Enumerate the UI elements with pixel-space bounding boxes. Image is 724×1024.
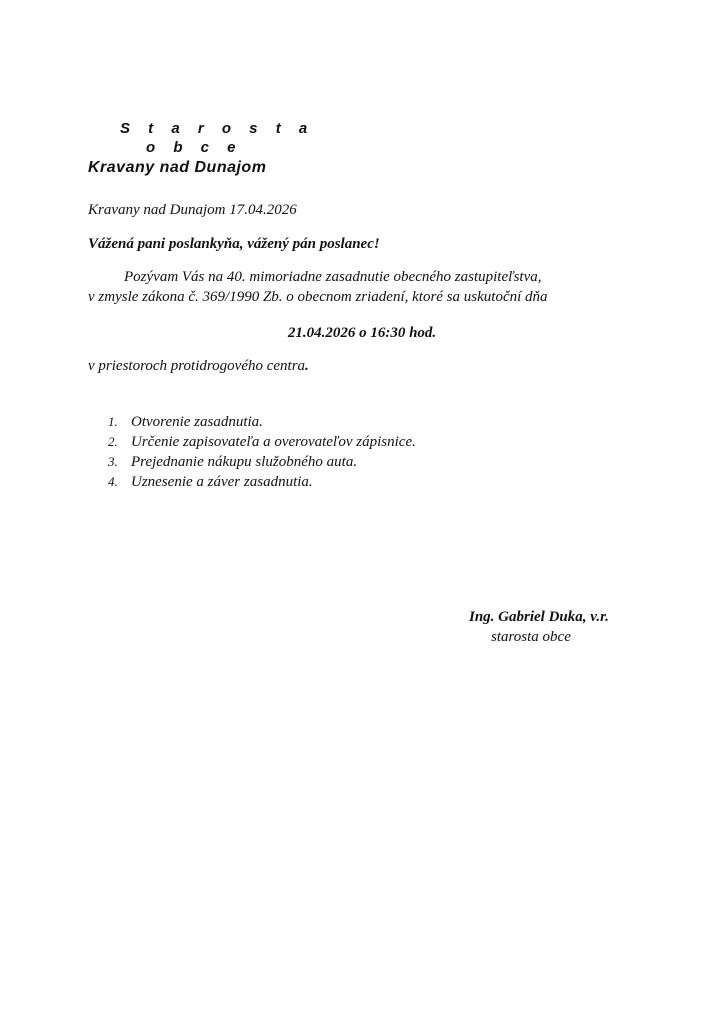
meeting-venue	[88, 358, 309, 375]
signature-name: Ing. Gabriel Duka, v.r.	[469, 609, 609, 625]
agenda-item-number: 1.	[108, 414, 118, 429]
header-title-municipality: o b c e	[146, 139, 243, 156]
agenda-item-text: Otvorenie zasadnutia.	[131, 414, 263, 430]
agenda-item-number: 4.	[108, 474, 118, 489]
header-municipality-name: Kravany nad Dunajom	[88, 159, 267, 176]
agenda-item	[108, 412, 416, 432]
agenda-item	[108, 472, 416, 492]
agenda-item	[108, 432, 416, 452]
agenda-item-text: Určenie zapisovateľa a overovateľov zápisnice.	[131, 434, 416, 450]
place-and-date: Kravany nad Dunajom 17.04.2026	[88, 202, 297, 218]
agenda-item-number: 2.	[108, 434, 118, 449]
venue-period: .	[305, 358, 309, 374]
agenda-item-text: Prejednanie nákupu služobného auta.	[131, 454, 358, 470]
agenda-list	[108, 412, 416, 492]
invitation-line-2: v zmysle zákona č. 369/1990 Zb. o obecnom zriadení, ktoré sa uskutoční dňa	[88, 289, 548, 305]
header-title-mayor: S t a r o s t a	[120, 120, 315, 137]
signature-title: starosta obce	[491, 629, 571, 645]
salutation: Vážená pani poslankyňa, vážený pán poslanec!	[88, 236, 380, 252]
agenda-item	[108, 452, 416, 472]
venue-text: v priestoroch protidrogového centra	[88, 358, 306, 374]
meeting-datetime: 21.04.2026 o 16:30 hod.	[287, 325, 437, 341]
agenda-item-number: 3.	[108, 454, 118, 469]
agenda-item-text: Uznesenie a záver zasadnutia.	[131, 474, 313, 490]
invitation-line-1: Pozývam Vás na 40. mimoriadne zasadnutie obecného zastupiteľstva,	[124, 269, 542, 285]
